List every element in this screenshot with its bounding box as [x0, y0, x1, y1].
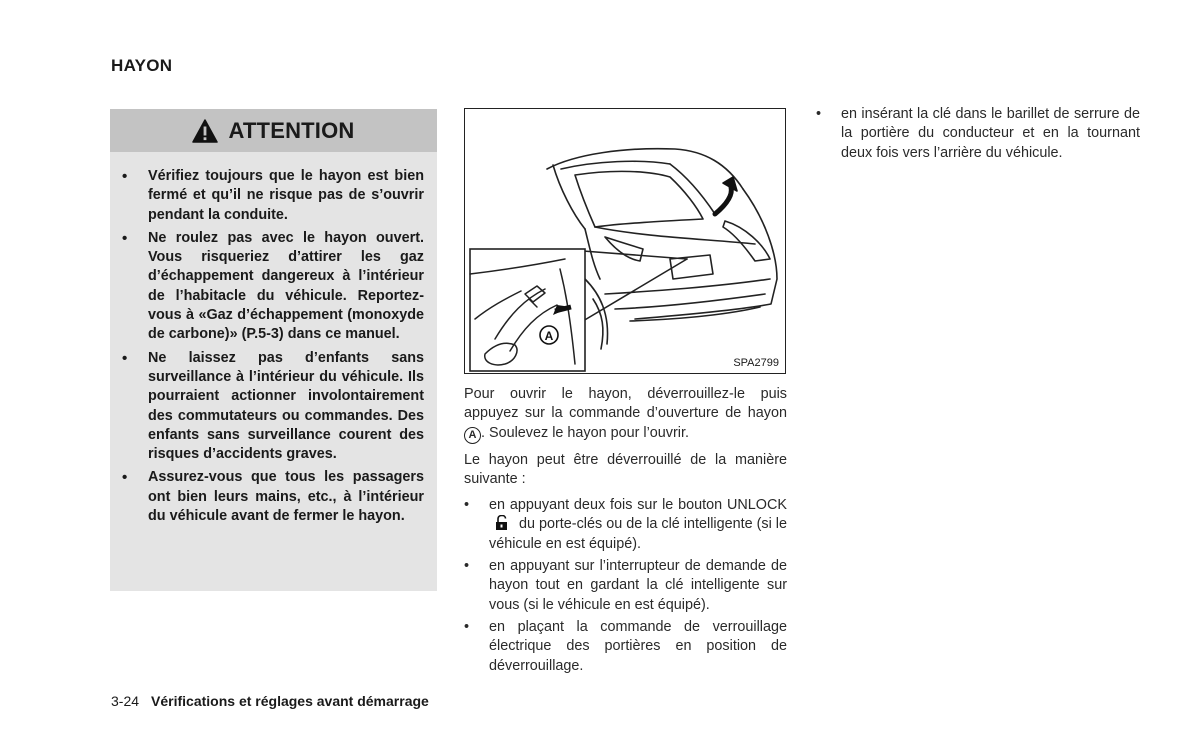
- unlock-methods-list-continued: [816, 105, 1140, 163]
- list-item: [464, 496, 787, 554]
- list-item: • en appuyant sur l’interrupteur de demande de hayon tout en gardant la clé intelligente sur vous (si le véhicule en est équipé).: [464, 557, 787, 615]
- intro-text-end: . Soulevez le hayon pour l’ouvrir.: [481, 424, 689, 441]
- unlock-padlock-icon: [495, 515, 509, 530]
- middle-column: [464, 385, 787, 679]
- marker-a-icon: A: [464, 427, 481, 444]
- intro-paragraph: [464, 385, 787, 444]
- warning-item: • Ne roulez pas avec le hayon ouvert. Vous risqueriez d’attirer les gaz d’échappement dangereux à l’intérieur de l’habitacle du véhicule. Reportez-vous à «Gaz d’échappement (monoxyde de carbone)» (P.5-3) dans ce manuel.: [122, 229, 424, 345]
- warning-triangle-icon: [192, 119, 218, 143]
- warning-item: • Ne laissez pas d’enfants sans surveillance à l’intérieur du véhicule. Ils pourraient actionner involontairement des commutateurs ou commandes. Des enfants sans surveillance courent des risques d’accidents graves.: [122, 349, 424, 465]
- unlock-methods-intro: Le hayon peut être déverrouillé de la manière suivante :: [464, 451, 787, 487]
- page-number: 3-24: [111, 693, 140, 709]
- section-title: HAYON: [111, 56, 173, 75]
- warning-item: • Assurez-vous que tous les passagers ont bien leurs mains, etc., à l’intérieur du véhicule avant de fermer le hayon.: [122, 468, 424, 526]
- tailgate-figure: [464, 108, 786, 374]
- warning-title: ATTENTION: [228, 117, 355, 143]
- list-item: • en insérant la clé dans le barillet de serrure de la portière du conducteur et en la tournant deux fois vers l’arrière du véhicule.: [816, 105, 1140, 163]
- figure-marker: A: [544, 329, 554, 343]
- warning-item: • Vérifiez toujours que le hayon est bien fermé et qu’il ne risque pas de s’ouvrir pendant la conduite.: [122, 167, 424, 225]
- figure-code: SPA2799: [733, 357, 779, 369]
- bullet-text: en appuyant deux fois sur le bouton UNLOCK: [489, 497, 787, 514]
- list-item: • en plaçant la commande de verrouillage électrique des portières en position de déverrouillage.: [464, 618, 787, 676]
- page-footer: [111, 693, 429, 709]
- warning-header: [110, 109, 437, 152]
- intro-text: Pour ouvrir le hayon, déverrouillez-le puis appuyez sur la commande d’ouverture de hayon: [464, 386, 787, 422]
- right-column: [816, 105, 1140, 166]
- warning-list: [122, 167, 424, 530]
- tailgate-illustration: [465, 109, 786, 374]
- chapter-title: Vérifications et réglages avant démarrage: [151, 693, 429, 709]
- warning-box: [110, 109, 437, 591]
- unlock-methods-list: [464, 496, 787, 676]
- bullet-text: du porte-clés ou de la clé intelligente (si le véhicule en est équipé).: [489, 516, 787, 552]
